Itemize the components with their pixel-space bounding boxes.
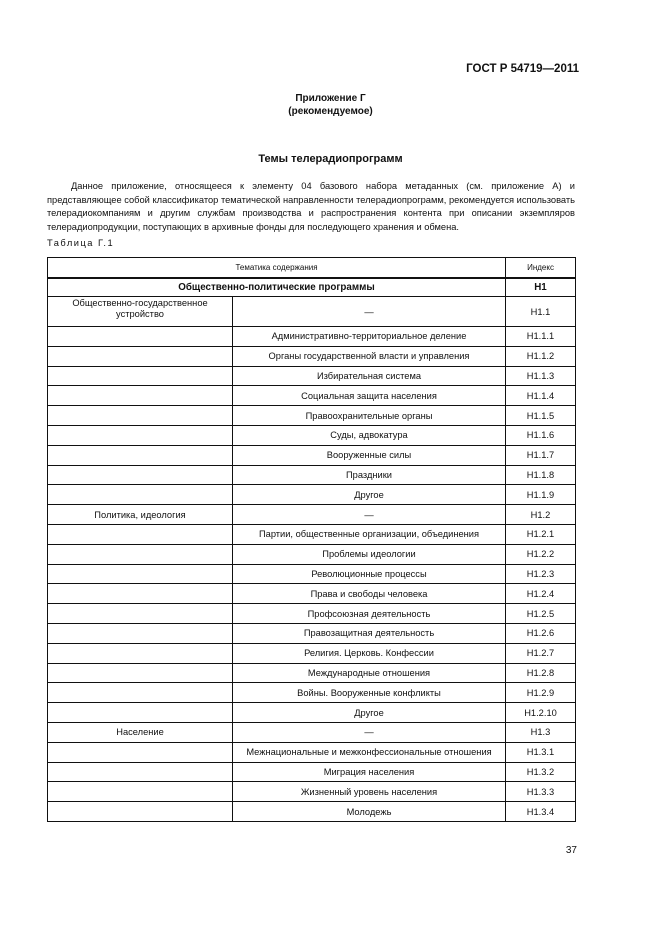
cell-group: Население bbox=[48, 722, 233, 742]
table-row bbox=[48, 505, 576, 525]
table-row bbox=[48, 297, 576, 327]
cell-topic: Права и свободы человека bbox=[233, 584, 506, 604]
cell-group bbox=[48, 742, 233, 762]
appendix-subtitle: (рекомендуемое) bbox=[288, 106, 373, 117]
cell-index: Н1.1.8 bbox=[506, 465, 576, 485]
cell-topic: Праздники bbox=[233, 465, 506, 485]
cell-index: Н1.3.1 bbox=[506, 742, 576, 762]
table-row bbox=[48, 584, 576, 604]
cell-group bbox=[48, 524, 233, 544]
cell-index: Н1.2.2 bbox=[506, 544, 576, 564]
table-row bbox=[48, 346, 576, 366]
header-index: Индекс bbox=[506, 258, 576, 279]
cell-topic: Международные отношения bbox=[233, 663, 506, 683]
page-number: 37 bbox=[565, 845, 577, 856]
cell-group bbox=[48, 663, 233, 683]
cell-index: Н1.2.6 bbox=[506, 623, 576, 643]
cell-topic: Другое bbox=[233, 485, 506, 505]
cell-group bbox=[48, 406, 233, 426]
cell-topic: Избирательная система bbox=[233, 366, 506, 386]
cell-index: Н1.1.6 bbox=[506, 425, 576, 445]
cell-index: Н1.2.5 bbox=[506, 604, 576, 624]
cell-topic: Административно-территориальное деление bbox=[233, 327, 506, 347]
cell-group bbox=[48, 366, 233, 386]
cell-topic: Социальная защита населения bbox=[233, 386, 506, 406]
section-index: Н1 bbox=[506, 278, 576, 297]
cell-topic: Проблемы идеологии bbox=[233, 544, 506, 564]
cell-index: Н1.3.2 bbox=[506, 762, 576, 782]
appendix-title: Приложение Г bbox=[295, 93, 366, 104]
cell-group bbox=[48, 802, 233, 822]
cell-index: Н1.1.7 bbox=[506, 445, 576, 465]
table-row bbox=[48, 386, 576, 406]
table-row bbox=[48, 485, 576, 505]
table-row bbox=[48, 623, 576, 643]
cell-topic: Правоохранительные органы bbox=[233, 406, 506, 426]
table-row bbox=[48, 544, 576, 564]
cell-topic: Молодежь bbox=[233, 802, 506, 822]
cell-index: Н1.2.1 bbox=[506, 524, 576, 544]
cell-topic: Другое bbox=[233, 703, 506, 723]
cell-group bbox=[48, 782, 233, 802]
cell-index: Н1.3 bbox=[506, 722, 576, 742]
table-row bbox=[48, 604, 576, 624]
cell-group bbox=[48, 762, 233, 782]
table-row bbox=[48, 802, 576, 822]
table-row bbox=[48, 722, 576, 742]
cell-group: Общественно-государственное устройство bbox=[48, 297, 233, 327]
cell-group: Политика, идеология bbox=[48, 505, 233, 525]
table-header-row bbox=[48, 258, 576, 279]
cell-topic: Правозащитная деятельность bbox=[233, 623, 506, 643]
cell-group bbox=[48, 485, 233, 505]
cell-topic: Вооруженные силы bbox=[233, 445, 506, 465]
cell-topic: Революционные процессы bbox=[233, 564, 506, 584]
cell-index: Н1.2.3 bbox=[506, 564, 576, 584]
cell-index: Н1.2.9 bbox=[506, 683, 576, 703]
standard-number: ГОСТ Р 54719—2011 bbox=[466, 63, 579, 75]
cell-index: Н1.1.3 bbox=[506, 366, 576, 386]
cell-index: Н1.3.4 bbox=[506, 802, 576, 822]
cell-group bbox=[48, 445, 233, 465]
cell-index: Н1.1.9 bbox=[506, 485, 576, 505]
cell-group bbox=[48, 643, 233, 663]
cell-topic: — bbox=[233, 722, 506, 742]
cell-index: Н1.1.1 bbox=[506, 327, 576, 347]
cell-topic: Суды, адвокатура bbox=[233, 425, 506, 445]
cell-index: Н1.2.7 bbox=[506, 643, 576, 663]
table-row bbox=[48, 445, 576, 465]
cell-group bbox=[48, 623, 233, 643]
cell-group bbox=[48, 465, 233, 485]
cell-topic: Религия. Церковь. Конфессии bbox=[233, 643, 506, 663]
cell-group bbox=[48, 346, 233, 366]
table-row bbox=[48, 406, 576, 426]
cell-index: Н1.2 bbox=[506, 505, 576, 525]
table-row bbox=[48, 663, 576, 683]
cell-index: Н1.1.5 bbox=[506, 406, 576, 426]
cell-topic: — bbox=[233, 297, 506, 327]
topics-table bbox=[47, 257, 576, 822]
cell-index: Н1.1.2 bbox=[506, 346, 576, 366]
header-topic: Тематика содержания bbox=[48, 258, 506, 279]
cell-index: Н1.1.4 bbox=[506, 386, 576, 406]
section-row bbox=[48, 278, 576, 297]
cell-index: Н1.2.10 bbox=[506, 703, 576, 723]
cell-group bbox=[48, 544, 233, 564]
cell-topic: Войны. Вооруженные конфликты bbox=[233, 683, 506, 703]
table-caption: Таблица Г.1 bbox=[47, 238, 115, 248]
table-row bbox=[48, 782, 576, 802]
cell-topic: — bbox=[233, 505, 506, 525]
cell-topic: Миграция населения bbox=[233, 762, 506, 782]
cell-topic: Партии, общественные организации, объединения bbox=[233, 524, 506, 544]
table-row bbox=[48, 425, 576, 445]
cell-group bbox=[48, 584, 233, 604]
table-row bbox=[48, 643, 576, 663]
cell-group bbox=[48, 327, 233, 347]
cell-group bbox=[48, 386, 233, 406]
table-row bbox=[48, 465, 576, 485]
cell-topic: Жизненный уровень населения bbox=[233, 782, 506, 802]
table-row bbox=[48, 762, 576, 782]
cell-index: Н1.3.3 bbox=[506, 782, 576, 802]
intro-paragraph: Данное приложение, относящееся к элементу 04 базового набора метаданных (см. приложение А) и представляющее собой классификатор тематической направленности телерадиопрограмм, рекомендуется использовать телерадиокомпаниям и другим службам производства и распространения контента при описании экземпляров телерадиопродукции, поступающих в архивные фонды для последующего хранения и обмена. bbox=[47, 181, 575, 232]
table-row bbox=[48, 683, 576, 703]
table-row bbox=[48, 366, 576, 386]
cell-topic: Органы государственной власти и управления bbox=[233, 346, 506, 366]
table-row bbox=[48, 524, 576, 544]
cell-group bbox=[48, 425, 233, 445]
cell-index: Н1.2.8 bbox=[506, 663, 576, 683]
cell-topic: Межнациональные и межконфессиональные отношения bbox=[233, 742, 506, 762]
cell-topic: Профсоюзная деятельность bbox=[233, 604, 506, 624]
cell-group bbox=[48, 564, 233, 584]
cell-group bbox=[48, 703, 233, 723]
cell-index: Н1.1 bbox=[506, 297, 576, 327]
section-label: Общественно-политические программы bbox=[48, 278, 506, 297]
cell-group bbox=[48, 604, 233, 624]
cell-group bbox=[48, 683, 233, 703]
table-row bbox=[48, 327, 576, 347]
table-row bbox=[48, 703, 576, 723]
table-row bbox=[48, 742, 576, 762]
section-title: Темы телерадиопрограмм bbox=[258, 153, 403, 165]
cell-index: Н1.2.4 bbox=[506, 584, 576, 604]
table-row bbox=[48, 564, 576, 584]
